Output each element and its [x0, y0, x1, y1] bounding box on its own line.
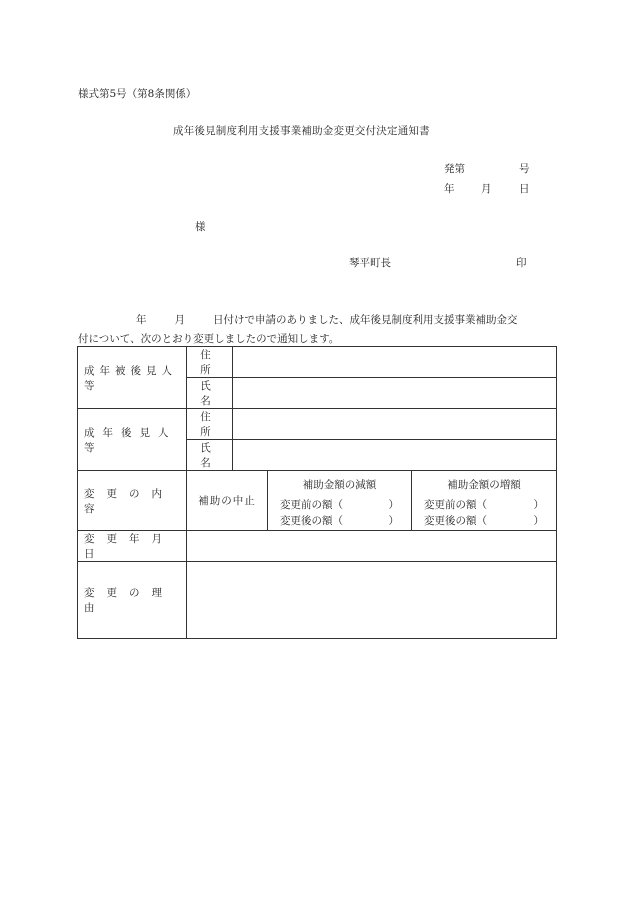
body-line2: 付について、次のとおり変更しましたので通知します。 [78, 333, 340, 345]
issue-year: 年 [444, 183, 455, 195]
change-content-label: 変更の内容 [78, 471, 187, 531]
issue-suffix: 号 [519, 163, 530, 175]
form-number: 様式第5号（第8条関係） [78, 88, 197, 100]
guardian-label: 成年後見人等 [78, 409, 187, 471]
body-text [78, 311, 558, 349]
ward-address-field[interactable] [233, 347, 557, 378]
change-reason-label: 変更の理由 [78, 562, 187, 639]
increase-after-label: 変更後の額（ [424, 514, 487, 527]
decrease-before-label: 変更前の額（ [280, 498, 343, 511]
addressee-honorific: 様 [195, 221, 206, 233]
guardian-address-label: 住 所 [187, 409, 233, 440]
ward-label: 成年被後見人等 [78, 347, 187, 409]
seal-mark: 印 [516, 257, 527, 269]
body-month: 月 [174, 314, 185, 326]
change-date-field[interactable] [187, 531, 557, 562]
ward-name-field[interactable] [233, 378, 557, 409]
cancel-option[interactable]: 補助の中止 [187, 471, 268, 531]
body-year: 年 [136, 314, 147, 326]
decrease-before-close: ） [388, 498, 399, 511]
guardian-address-field[interactable] [233, 409, 557, 440]
ward-name-label: 氏 名 [187, 378, 233, 409]
increase-before-close: ） [533, 498, 545, 511]
decrease-after-label: 変更後の額（ [280, 514, 343, 527]
change-reason-field[interactable] [187, 562, 557, 639]
issue-month: 月 [481, 183, 492, 195]
guardian-name-label: 氏 名 [187, 440, 233, 471]
issue-prefix: 発第 [444, 163, 465, 175]
decrease-cell[interactable] [268, 471, 412, 531]
decrease-header: 補助金額の減額 [302, 478, 377, 491]
increase-header: 補助金額の増額 [447, 478, 521, 491]
decrease-after-close: ） [388, 514, 399, 527]
increase-cell[interactable] [412, 471, 557, 531]
increase-before-label: 変更前の額（ [424, 498, 487, 511]
change-date-label: 変更年月日 [78, 531, 187, 562]
form-table [77, 346, 557, 639]
sender-name: 琴平町長 [349, 257, 391, 269]
increase-after-close: ） [533, 514, 545, 527]
ward-address-label: 住 所 [187, 347, 233, 378]
document-title: 成年後見制度利用支援事業補助金変更交付決定通知書 [173, 125, 430, 137]
body-line1: 日付けで申請のありました、成年後見制度利用支援事業補助金交 [213, 314, 518, 326]
guardian-name-field[interactable] [233, 440, 557, 471]
issue-day: 日 [519, 183, 530, 195]
